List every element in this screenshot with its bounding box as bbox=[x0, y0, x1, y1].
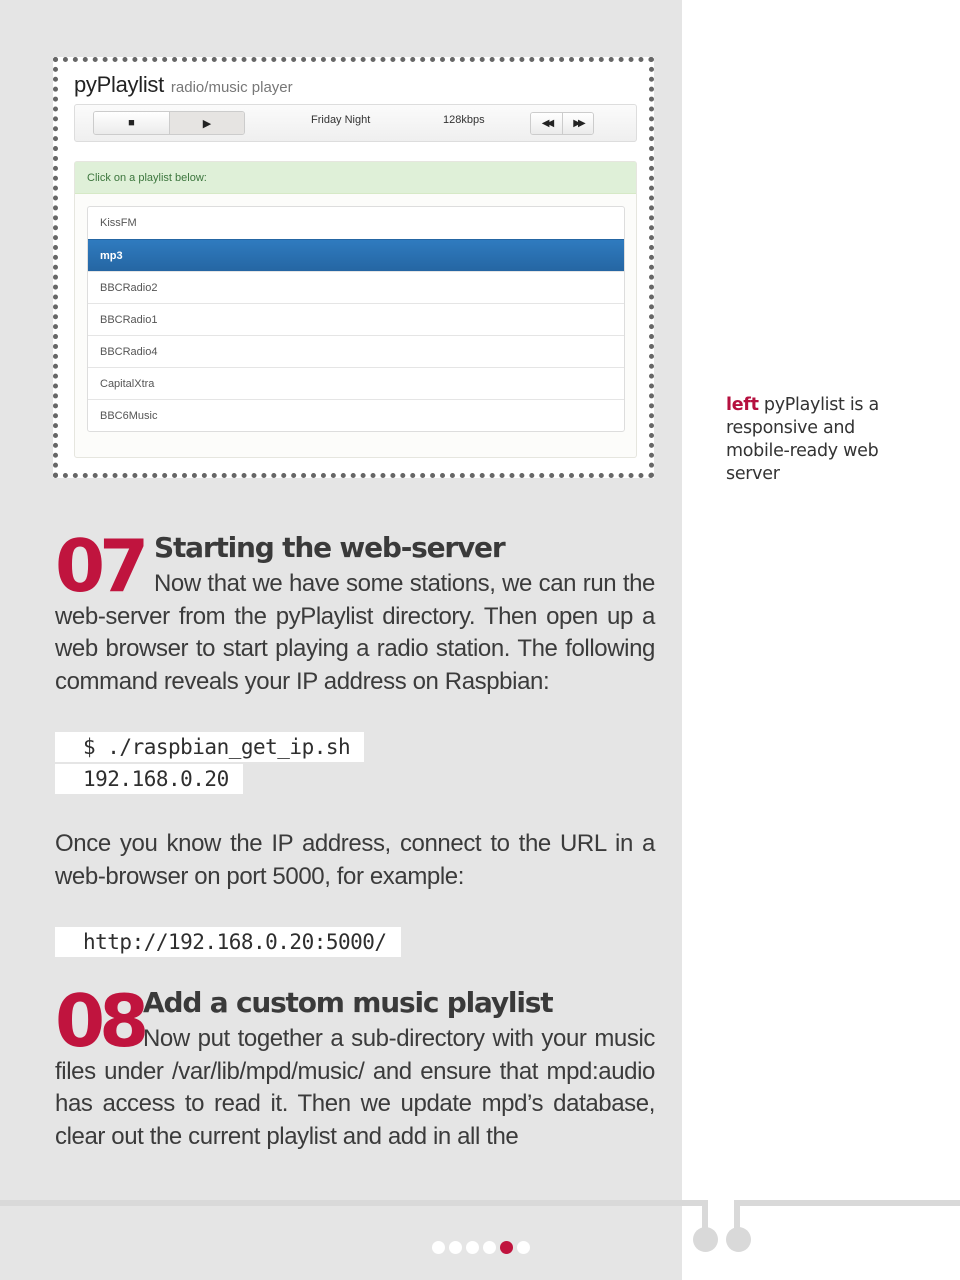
page-indicator bbox=[432, 1241, 530, 1254]
step-body-continued: Once you know the IP address, connect to the URL in a web-browser on port 5000, for example: bbox=[55, 830, 655, 890]
bitrate-label: 128kbps bbox=[443, 114, 485, 126]
playlist-item[interactable]: BBCRadio4 bbox=[88, 335, 624, 367]
page-dot bbox=[432, 1241, 445, 1254]
code-output: 192.168.0.20 bbox=[55, 764, 243, 794]
seek-controls bbox=[530, 112, 594, 135]
footer-node-left bbox=[693, 1227, 718, 1252]
step-number: 08 bbox=[55, 979, 144, 1063]
image-caption bbox=[726, 394, 906, 486]
step-body: Now that we have some stations, we can run the web-server from the pyPlaylist directory. Then open up a web browser to start playing a radio station. The following command reveals your IP address on Raspbian: bbox=[55, 570, 655, 695]
app-subtitle: radio/music player bbox=[170, 79, 293, 96]
page-dot-current bbox=[500, 1241, 513, 1254]
step-body: Now put together a sub-directory with your music files under /var/lib/mpd/music/ and ensure that mpd:audio has access to read it. Then we update mpd’s database, clear out the current playlist and add in all the bbox=[55, 1025, 655, 1150]
caption-lead: left bbox=[726, 395, 759, 415]
page-dot bbox=[449, 1241, 462, 1254]
rewind-icon: ◀◀ bbox=[541, 118, 552, 129]
page-dot bbox=[483, 1241, 496, 1254]
play-button[interactable] bbox=[169, 112, 244, 134]
footer-node-right bbox=[726, 1227, 751, 1252]
playlist-item[interactable]: CapitalXtra bbox=[88, 367, 624, 399]
now-playing-title: Friday Night bbox=[311, 114, 371, 126]
page-dot bbox=[466, 1241, 479, 1254]
transport-controls bbox=[93, 111, 245, 135]
playlist-panel bbox=[74, 161, 637, 458]
caption-text: pyPlaylist is a responsive and mobile-ready web server bbox=[726, 395, 879, 484]
app-name: pyPlaylist bbox=[74, 72, 164, 97]
playlist-item[interactable]: BBCRadio2 bbox=[88, 271, 624, 303]
panel-heading: Click on a playlist below: bbox=[75, 162, 636, 194]
stop-icon: ■ bbox=[128, 117, 135, 129]
playlist-item[interactable]: BBCRadio1 bbox=[88, 303, 624, 335]
play-icon: ▶ bbox=[202, 117, 212, 130]
fast-forward-icon: ▶▶ bbox=[573, 118, 583, 129]
previous-button[interactable] bbox=[531, 113, 562, 134]
code-url: http://192.168.0.20:5000/ bbox=[55, 927, 401, 957]
next-button[interactable] bbox=[562, 113, 593, 134]
step-title: Add a custom music playlist bbox=[143, 986, 553, 1019]
footer-rule-right bbox=[734, 1200, 960, 1206]
app-screenshot bbox=[53, 57, 654, 478]
playlist-item[interactable]: KissFM bbox=[100, 217, 137, 229]
playlist-list bbox=[87, 206, 625, 432]
footer-connector-right bbox=[734, 1200, 740, 1230]
stop-button[interactable] bbox=[94, 112, 169, 134]
playlist-item[interactable]: BBC6Music bbox=[88, 399, 624, 431]
app-header bbox=[74, 72, 293, 98]
player-bar bbox=[74, 104, 637, 142]
footer-connector-left bbox=[702, 1200, 708, 1230]
footer-rule-left bbox=[0, 1200, 707, 1206]
step-title: Starting the web-server bbox=[154, 531, 505, 564]
code-command: $ ./raspbian_get_ip.sh bbox=[55, 732, 364, 762]
playlist-item-selected[interactable]: mp3 bbox=[88, 239, 624, 271]
page-dot bbox=[517, 1241, 530, 1254]
step-number: 07 bbox=[55, 524, 144, 608]
